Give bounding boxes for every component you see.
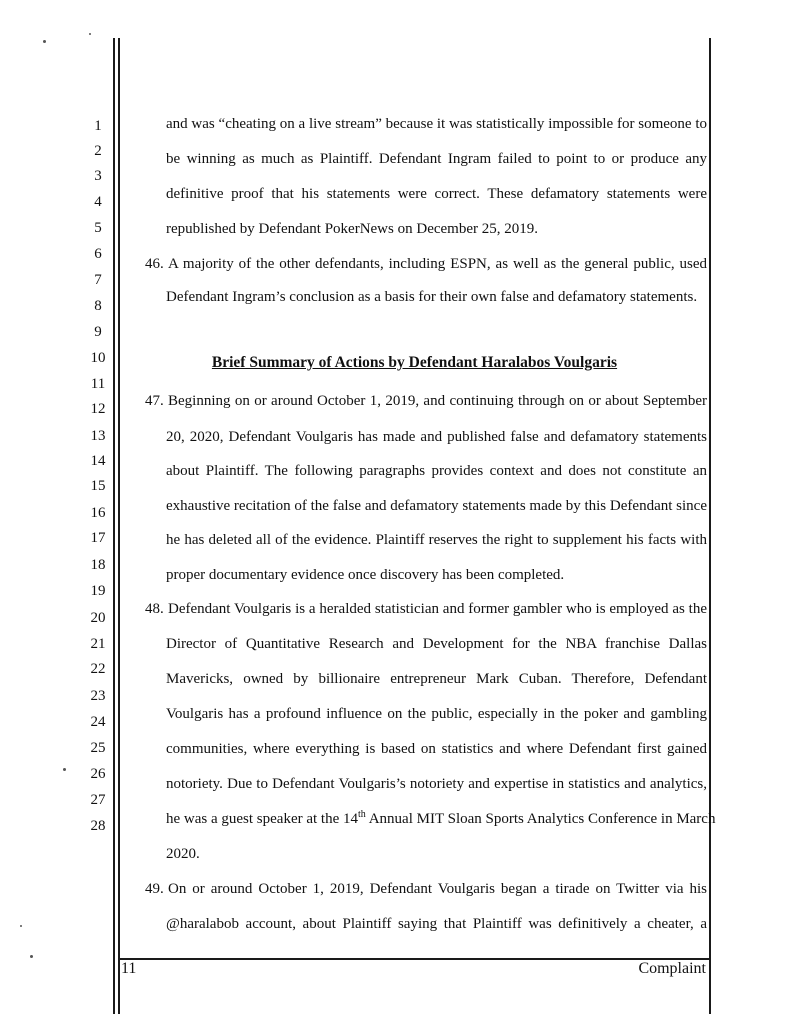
line-number: 12 (90, 401, 106, 417)
paragraph-number: 46. (145, 256, 164, 272)
footer-page-number: 11 (121, 960, 137, 977)
line-number: 3 (94, 168, 102, 184)
body-text-line: he has deleted all of the evidence. Plaintiff reserves the right to supplement his facts with (166, 532, 707, 548)
line-number: 8 (94, 298, 102, 314)
paragraph-number: 48. (145, 601, 164, 617)
line-number: 18 (90, 557, 106, 573)
superscript-line-post: Annual MIT Sloan Sports Analytics Conference in March (365, 811, 716, 827)
line-number: 10 (90, 350, 106, 366)
line-number: 25 (90, 740, 106, 756)
superscript-line-pre: he was a guest speaker at the 14 (166, 811, 359, 827)
line-number: 4 (94, 194, 102, 210)
line-number: 20 (90, 610, 106, 626)
line-number: 27 (90, 792, 106, 808)
line-number: 24 (90, 714, 106, 730)
line-number: 2 (94, 143, 102, 159)
superscript-line-wrap (166, 809, 716, 828)
line-number: 11 (90, 376, 106, 392)
line-number: 26 (90, 766, 106, 782)
line-number: 23 (90, 688, 106, 704)
left-margin-rule-inner (118, 38, 120, 1014)
body-text-line: notoriety. Due to Defendant Voulgaris’s notoriety and expertise in statistics and analytics, (166, 776, 707, 792)
body-text-line: about Plaintiff. The following paragraphs provides context and does not constitute an (166, 463, 707, 479)
scan-speck (89, 33, 91, 35)
body-text-line: Mavericks, owned by billionaire entrepreneur Mark Cuban. Therefore, Defendant (166, 671, 707, 687)
body-text-line: On or around October 1, 2019, Defendant Voulgaris began a tirade on Twitter via his (168, 881, 707, 897)
line-number: 15 (90, 478, 106, 494)
line-number: 28 (90, 818, 106, 834)
body-text-line: exhaustive recitation of the false and defamatory statements made by this Defendant since (166, 498, 707, 514)
body-text-line: and was “cheating on a live stream” because it was statistically impossible for someone to (166, 116, 707, 132)
right-margin-rule (709, 38, 711, 1014)
scan-speck (30, 955, 33, 958)
section-heading: Brief Summary of Actions by Defendant Haralabos Voulgaris (211, 354, 618, 371)
line-number: 21 (90, 636, 106, 652)
footer-rule (120, 958, 711, 960)
body-text-line-with-superscript (166, 809, 716, 828)
body-text-line: Defendant Ingram’s conclusion as a basis for their own false and defamatory statements. (166, 289, 698, 305)
line-number: 13 (90, 428, 106, 444)
line-number: 22 (90, 661, 106, 677)
line-number: 17 (90, 530, 106, 546)
line-number: 5 (94, 220, 102, 236)
scan-speck (63, 768, 66, 771)
body-text-line: be winning as much as Plaintiff. Defendant Ingram failed to point to or produce any (166, 151, 707, 167)
line-number: 9 (94, 324, 102, 340)
paragraph-number: 47. (145, 393, 164, 409)
body-text-line: @haralabob account, about Plaintiff saying that Plaintiff was definitively a cheater, a (166, 916, 707, 932)
body-text-line: definitive proof that his statements were correct. These defamatory statements were (166, 186, 707, 202)
footer-document-title: Complaint (638, 960, 706, 977)
body-text-line: Defendant Voulgaris is a heralded statistician and former gambler who is employed as the (168, 601, 707, 617)
body-text-line: Voulgaris has a profound influence on the public, especially in the poker and gambling (166, 706, 707, 722)
line-number: 14 (90, 453, 106, 469)
scan-speck (20, 925, 22, 927)
superscript-line-text (166, 810, 715, 828)
body-text-line: A majority of the other defendants, including ESPN, as well as the general public, used (168, 256, 707, 272)
line-number: 6 (94, 246, 102, 262)
ordinal-suffix: th (358, 809, 366, 820)
body-text-line: communities, where everything is based on statistics and where Defendant first gained (166, 741, 707, 757)
paragraph-number: 49. (145, 881, 164, 897)
body-text-line: proper documentary evidence once discovery has been completed. (166, 567, 565, 583)
body-text-line: Director of Quantitative Research and Development for the NBA franchise Dallas (166, 636, 707, 652)
line-number: 16 (90, 505, 106, 521)
line-number: 1 (94, 118, 102, 134)
line-number: 7 (94, 272, 102, 288)
scan-speck (43, 40, 46, 43)
body-text-line: Beginning on or around October 1, 2019, and continuing through on or about September (168, 393, 707, 409)
line-number: 19 (90, 583, 106, 599)
body-text-line: 20, 2020, Defendant Voulgaris has made and published false and defamatory statements (166, 429, 707, 445)
body-text-line: republished by Defendant PokerNews on December 25, 2019. (166, 221, 538, 237)
left-margin-rule (113, 38, 115, 1014)
body-text-line: 2020. (166, 846, 200, 862)
